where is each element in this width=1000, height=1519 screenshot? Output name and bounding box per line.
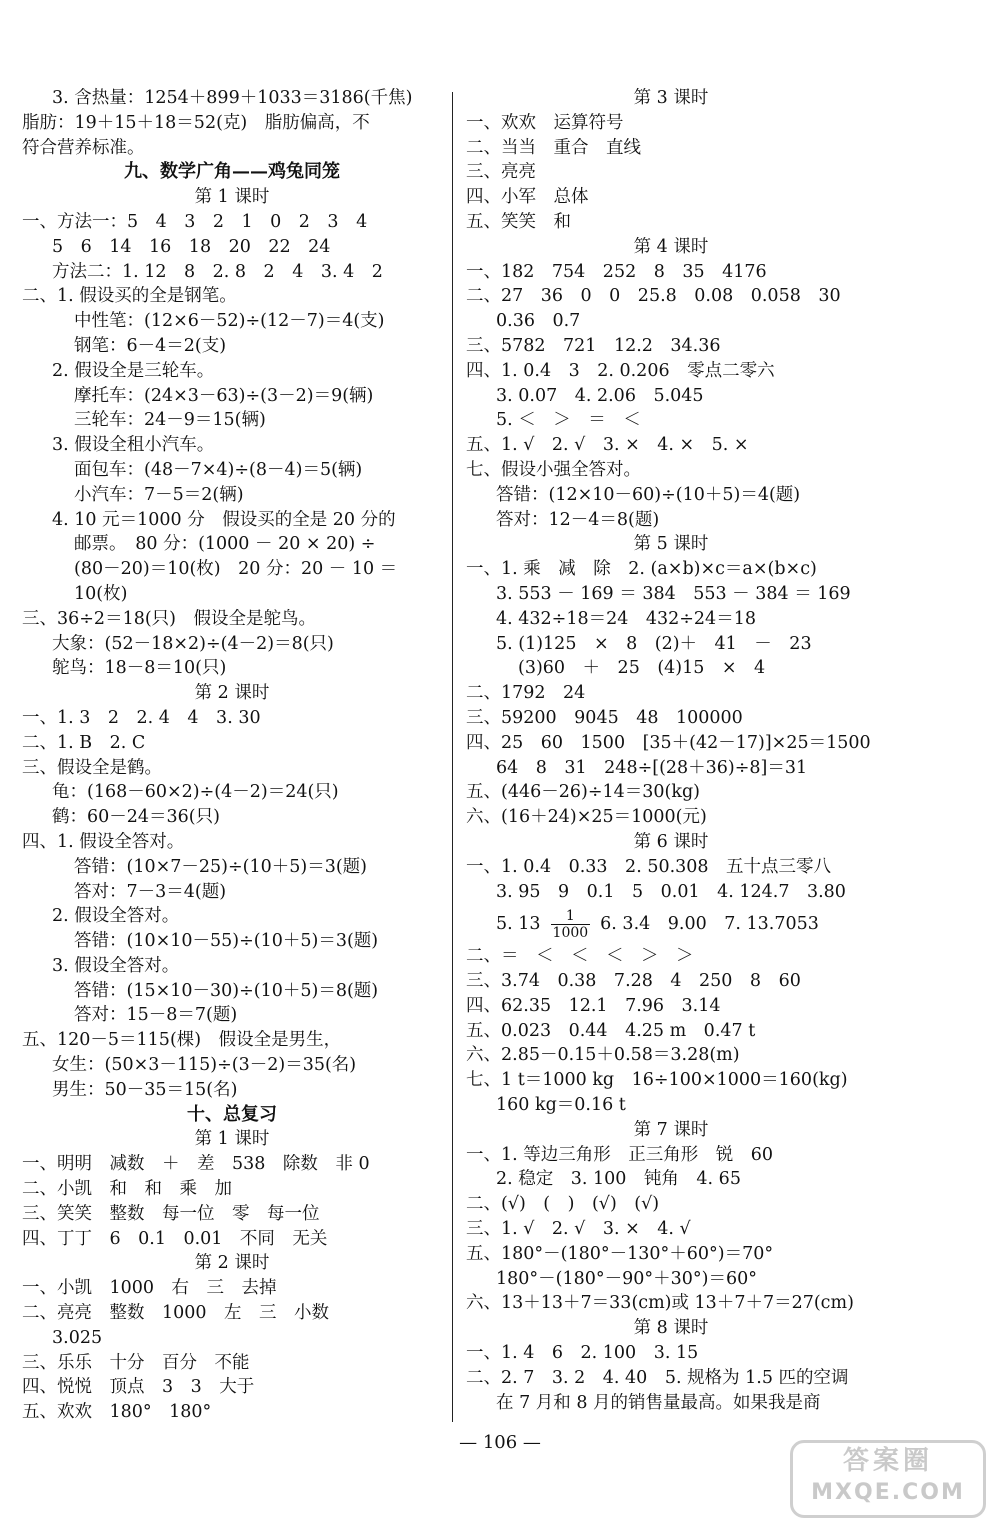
answer-line: 中性笔：(12×6－52)÷(12－7)＝4(支) [74,311,385,332]
answer-line: 一、1. 0.4 0.33 2. 50.308 五十点三零八 [466,856,832,877]
answer-line: 四、小军 总体 [466,187,589,208]
answer-line: 鹤：60－24＝36(只) [52,807,220,828]
answer-line: 摩托车：(24×3－63)÷(3－2)＝9(辆) [74,385,374,406]
fraction-denominator: 1000 [552,925,589,942]
answer-line: 六、13＋13＋7＝33(cm)或 13＋7＋7＝27(cm) [466,1293,854,1314]
answer-line: 0.36 0.7 [496,311,581,332]
answer-line: 二、小凯 和 和 乘 加 [22,1179,232,1200]
answer-line: 四、1. 假设全答对。 [22,831,185,852]
fraction-suffix: 6. 3.4 9.00 7. 13.7053 [600,914,819,935]
fraction-numerator: 1 [551,908,591,925]
answer-line: 一、1. 4 6 2. 100 3. 15 [466,1343,699,1364]
section-heading: 十、总复习 [187,1103,277,1125]
answer-line: 二、＝ ＜ ＜ ＜ ＞ ＞ [466,946,694,967]
answer-line: 一、方法一：5 4 3 2 1 0 2 3 4 [22,211,368,232]
answer-line: 二、2. 7 3. 2 4. 40 5. 规格为 1.5 匹的空调 [466,1367,849,1388]
answer-line: 六、(16＋24)×25＝1000(元) [466,807,707,828]
answer-line: 五、0.023 0.44 4.25 m 0.47 t [466,1020,756,1041]
answer-line: 3.025 [52,1327,103,1348]
answer-line: 四、丁丁 6 0.1 0.01 不同 无关 [22,1228,328,1249]
answer-line: (80－20)＝10(枚) 20 分：20 － 10 ＝ [74,559,398,580]
lesson-heading: 第 7 课时 [633,1119,709,1140]
answer-line: 一、1. 等边三角形 正三角形 锐 60 [466,1144,774,1165]
answer-line: 三、亮亮 [466,162,536,183]
answer-line: (3)60 ＋ 25 (4)15 × 4 [518,658,766,679]
answer-line: 3. 含热量：1254＋899＋1033＝3186(千焦) [52,88,413,108]
answer-line: 一、明明 减数 ＋ 差 538 除数 非 0 [22,1154,370,1175]
answer-line: 64 8 31 248÷[(28＋36)÷8]＝31 [496,757,808,778]
answer-line: 二、1. 假设买的全是钢笔。 [22,286,237,307]
lesson-heading: 第 8 课时 [633,1318,709,1339]
answer-line: 女生：(50×3－115)÷(3－2)＝35(名) [52,1055,357,1076]
answer-line: 四、1. 0.4 3 2. 0.206 零点二零六 [466,360,775,381]
answer-line: 大象：(52－18×2)÷(4－2)＝8(只) [52,633,334,654]
answer-line: 一、182 754 252 8 35 4176 [466,261,767,282]
fraction-prefix: 5. 13 [496,914,541,935]
answer-line: 男生：50－35＝15(名) [52,1079,238,1100]
answer-line: 五、180°－(180°－130°＋60°)＝70° [466,1243,774,1264]
lesson-heading: 第 2 课时 [194,683,270,704]
answer-line: 六、2.85－0.15＋0.58＝3.28(m) [466,1045,740,1066]
watermark-title: 答案圈 [842,1446,933,1476]
answer-line: 五、120－5＝115(棵) 假设全是男生， [22,1030,342,1051]
answer-line: 三、假设全是鹤。 [22,757,162,778]
answer-line: 二、当当 重合 直线 [466,137,641,158]
answer-line: 符合营养标准。 [22,137,145,158]
answer-line: 二、(√) ( ) (√) (√) [466,1194,660,1215]
answer-line: 钢笔：6－4＝2(支) [74,335,227,356]
watermark-url: MXQE.COM [811,1480,965,1505]
left-answer-column [22,86,442,1425]
answer-line: 5 6 14 16 18 20 22 24 [52,236,331,257]
section-heading: 九、数学广角——鸡兔同笼 [124,161,340,183]
answer-line: 4. 432÷18＝24 432÷24＝18 [496,608,756,629]
answer-line: 五、1. √ 2. √ 3. × 4. × 5. × [466,435,749,456]
answer-line: 10(枚) [74,583,128,604]
answer-line: 二、1792 24 [466,683,586,704]
answer-line: 一、1. 乘 减 除 2. (a×b)×c＝a×(b×c) [466,559,817,580]
answer-line: 二、27 36 0 0 25.8 0.08 0.058 30 [466,286,841,307]
answer-line: 160 kg＝0.16 t [496,1095,626,1116]
answer-line: 3. 假设全租小汽车。 [52,435,215,456]
answer-line: 2. 稳定 3. 100 钝角 4. 65 [496,1169,741,1190]
answer-line: 三、5782 721 12.2 34.36 [466,335,721,356]
answer-line: 4. 10 元＝1000 分 假设买的全是 20 分的 [52,509,396,530]
lesson-heading: 第 5 课时 [633,534,709,555]
answer-line: 3. 95 9 0.1 5 0.01 4. 124.7 3.80 [496,881,846,902]
lesson-heading: 第 3 课时 [633,88,709,108]
column-divider [452,92,453,1422]
answer-line: 七、假设小强全答对。 [466,459,641,480]
lesson-heading: 第 1 课时 [194,1129,270,1150]
answer-line: 鸵鸟：18－8＝10(只) [52,658,227,679]
answer-line: 二、亮亮 整数 1000 左 三 小数 [22,1303,330,1324]
answer-line-fraction [466,904,876,944]
lesson-heading: 第 1 课时 [194,187,270,208]
answer-line: 方法二：1. 12 8 2. 8 2 4 3. 4 2 [52,261,383,282]
answer-line: 二、1. B 2. C [22,732,146,753]
answer-line: 四、25 60 1500 [35＋(42－17)]×25＝1500 [466,732,871,753]
answer-line: 答错：(10×7－25)÷(10＋5)＝3(题) [74,856,367,877]
answer-line: 五、笑笑 和 [466,211,571,232]
answer-line: 七、1 t＝1000 kg 16÷100×1000＝160(kg) [466,1070,848,1091]
answer-line: 在 7 月和 8 月的销售量最高。如果我是商 [496,1392,821,1413]
answer-line: 答错：(10×10－55)÷(10＋5)＝3(题) [74,931,379,952]
lesson-heading: 第 2 课时 [194,1253,270,1274]
answer-line: 四、62.35 12.1 7.96 3.14 [466,995,721,1016]
watermark-logo [790,1440,986,1518]
answer-line: 五、欢欢 180° 180° [22,1402,212,1423]
answer-line: 邮票。 80 分：(1000 － 20 × 20) ÷ [74,534,376,555]
answer-line: 一、小凯 1000 右 三 去掉 [22,1278,277,1299]
answer-line: 三、36÷2＝18(只) 假设全是鸵鸟。 [22,608,316,629]
answer-line: 答对：15－8＝7(题) [74,1005,238,1026]
answer-line: 答对：12－4＝8(题) [496,509,660,530]
answer-line: 3. 553 － 169 ＝ 384 553 － 384 ＝ 169 [496,583,851,604]
answer-line: 2. 假设全答对。 [52,906,180,927]
lesson-heading: 第 4 课时 [633,236,709,257]
right-answer-column [466,86,876,1415]
lesson-heading: 第 6 课时 [633,831,709,852]
answer-line: 三、59200 9045 48 100000 [466,707,743,728]
answer-line: 脂肪：19＋15＋18＝52(克) 脂肪偏高，不 [22,112,370,133]
answer-line: 3. 0.07 4. 2.06 5.045 [496,385,704,406]
answer-line: 180°－(180°－90°＋30°)＝60° [496,1268,758,1289]
answer-line: 答错：(12×10－60)÷(10＋5)＝4(题) [496,484,801,505]
answer-line: 龟：(168－60×2)÷(4－2)＝24(只) [52,782,339,803]
answer-line: 2. 假设全是三轮车。 [52,360,215,381]
answer-line: 一、1. 3 2 2. 4 4 3. 30 [22,707,261,728]
answer-line: 一、欢欢 运算符号 [466,112,624,133]
answer-line: 五、(446－26)÷14＝30(kg) [466,782,700,803]
answer-line: 三、笑笑 整数 每一位 零 每一位 [22,1203,320,1224]
answer-line: 5. (1)125 × 8 (2)＋ 41 － 23 [496,633,812,654]
page-number: — 106 — [459,1432,541,1453]
fraction [551,908,591,941]
answer-line: 三轮车：24－9＝15(辆) [74,410,266,431]
answer-line: 答错：(15×10－30)÷(10＋5)＝8(题) [74,980,379,1001]
answer-line: 三、1. √ 2. √ 3. × 4. √ [466,1219,691,1240]
answer-line: 三、3.74 0.38 7.28 4 250 8 60 [466,971,801,992]
answer-line: 3. 假设全答对。 [52,955,180,976]
answer-line: 5. ＜ ＞ ＝ ＜ [496,410,641,431]
answer-line: 小汽车：7－5＝2(辆) [74,484,244,505]
answer-line: 面包车：(48－7×4)÷(8－4)＝5(辆) [74,459,363,480]
answer-line: 三、乐乐 十分 百分 不能 [22,1352,250,1373]
answer-line: 四、悦悦 顶点 3 3 大于 [22,1377,255,1398]
answer-line: 答对：7－3＝4(题) [74,881,227,902]
